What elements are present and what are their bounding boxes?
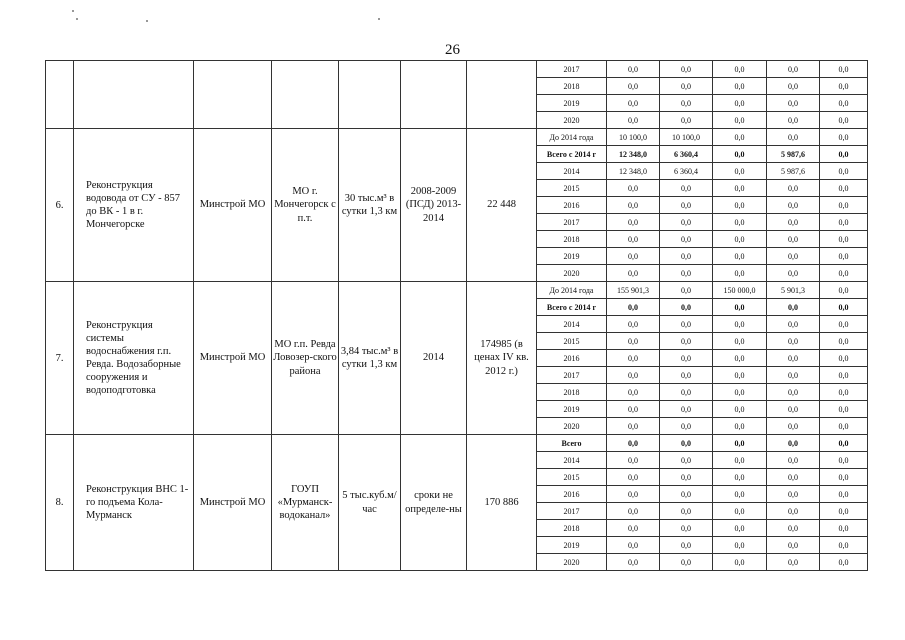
value-cell: 0,0	[607, 554, 660, 571]
value-cell: 0,0	[820, 214, 868, 231]
project-location: МО г.п. Ревда Ловозер-ского района	[272, 282, 339, 435]
value-cell: 0,0	[660, 520, 713, 537]
year-cell: 2016	[537, 197, 607, 214]
value-cell: 0,0	[660, 384, 713, 401]
year-cell: 2019	[537, 248, 607, 265]
investment-table	[45, 60, 867, 570]
value-cell: 0,0	[767, 435, 820, 452]
value-cell: 0,0	[713, 112, 767, 129]
table-row	[46, 282, 868, 299]
value-cell: 5 987,6	[767, 146, 820, 163]
value-cell: 0,0	[660, 435, 713, 452]
value-cell: 0,0	[660, 469, 713, 486]
value-cell: 0,0	[820, 282, 868, 299]
value-cell: 0,0	[820, 418, 868, 435]
value-cell: 0,0	[767, 61, 820, 78]
value-cell: 0,0	[607, 316, 660, 333]
page-number: 26	[445, 42, 460, 58]
value-cell: 0,0	[713, 265, 767, 282]
project-customer: Минстрой МО	[194, 282, 272, 435]
year-cell: 2017	[537, 214, 607, 231]
value-cell: 0,0	[607, 350, 660, 367]
year-cell: 2017	[537, 503, 607, 520]
value-cell: 0,0	[820, 401, 868, 418]
year-cell: 2015	[537, 469, 607, 486]
scan-speck	[146, 20, 148, 22]
year-cell: 2015	[537, 333, 607, 350]
value-cell: 0,0	[767, 129, 820, 146]
value-cell: 0,0	[660, 95, 713, 112]
value-cell: 0,0	[607, 418, 660, 435]
value-cell: 0,0	[820, 503, 868, 520]
year-cell: 2014	[537, 163, 607, 180]
value-cell: 0,0	[713, 163, 767, 180]
value-cell: 0,0	[767, 469, 820, 486]
year-cell: 2014	[537, 452, 607, 469]
project-cost: 22 448	[467, 129, 537, 282]
value-cell: 0,0	[660, 61, 713, 78]
value-cell: 5 901,3	[767, 282, 820, 299]
value-cell: 0,0	[607, 520, 660, 537]
projects-table	[45, 60, 868, 571]
value-cell: 0,0	[607, 537, 660, 554]
year-cell: 2020	[537, 554, 607, 571]
value-cell: 0,0	[820, 316, 868, 333]
value-cell: 0,0	[767, 299, 820, 316]
value-cell: 0,0	[660, 537, 713, 554]
value-cell: 0,0	[660, 367, 713, 384]
value-cell: 0,0	[660, 180, 713, 197]
value-cell: 0,0	[820, 367, 868, 384]
year-cell: 2016	[537, 350, 607, 367]
project-capacity: 3,84 тыс.м³ в сутки 1,3 км	[339, 282, 401, 435]
value-cell: 0,0	[820, 554, 868, 571]
value-cell: 0,0	[660, 299, 713, 316]
value-cell: 0,0	[660, 214, 713, 231]
project-capacity: 5 тыс.куб.м/час	[339, 435, 401, 571]
value-cell: 0,0	[767, 78, 820, 95]
value-cell: 0,0	[713, 197, 767, 214]
value-cell: 6 360,4	[660, 163, 713, 180]
year-cell: До 2014 года	[537, 129, 607, 146]
project-cost	[467, 61, 537, 129]
value-cell: 0,0	[660, 248, 713, 265]
value-cell: 0,0	[607, 384, 660, 401]
value-cell: 0,0	[660, 112, 713, 129]
value-cell: 0,0	[713, 554, 767, 571]
value-cell: 0,0	[767, 537, 820, 554]
value-cell: 0,0	[660, 78, 713, 95]
value-cell: 0,0	[820, 231, 868, 248]
year-cell: Всего с 2014 г	[537, 146, 607, 163]
project-cost: 170 886	[467, 435, 537, 571]
value-cell: 0,0	[713, 214, 767, 231]
value-cell: 0,0	[820, 78, 868, 95]
year-cell: 2019	[537, 95, 607, 112]
value-cell: 0,0	[713, 95, 767, 112]
value-cell: 0,0	[660, 486, 713, 503]
value-cell: 0,0	[660, 316, 713, 333]
project-period: сроки не определе-ны	[401, 435, 467, 571]
value-cell: 0,0	[767, 197, 820, 214]
project-name: Реконструкция ВНС 1-го подъема Кола-Мурманск	[74, 435, 194, 571]
value-cell: 155 901,3	[607, 282, 660, 299]
value-cell: 0,0	[767, 350, 820, 367]
year-cell: 2019	[537, 401, 607, 418]
value-cell: 0,0	[767, 401, 820, 418]
value-cell: 0,0	[713, 299, 767, 316]
value-cell: 0,0	[607, 299, 660, 316]
value-cell: 0,0	[660, 265, 713, 282]
value-cell: 0,0	[660, 197, 713, 214]
value-cell: 0,0	[767, 112, 820, 129]
table-body	[46, 61, 868, 571]
value-cell: 0,0	[607, 435, 660, 452]
project-number: 8.	[46, 435, 74, 571]
value-cell: 0,0	[767, 452, 820, 469]
project-period: 2014	[401, 282, 467, 435]
value-cell: 0,0	[713, 503, 767, 520]
value-cell: 0,0	[713, 248, 767, 265]
value-cell: 0,0	[767, 333, 820, 350]
project-customer: Минстрой МО	[194, 129, 272, 282]
value-cell: 0,0	[713, 333, 767, 350]
project-customer	[194, 61, 272, 129]
value-cell: 0,0	[767, 554, 820, 571]
value-cell: 0,0	[713, 418, 767, 435]
project-location: ГОУП «Мурманск-водоканал»	[272, 435, 339, 571]
value-cell: 0,0	[660, 554, 713, 571]
value-cell: 0,0	[820, 520, 868, 537]
value-cell: 0,0	[713, 469, 767, 486]
value-cell: 0,0	[820, 350, 868, 367]
project-name: Реконструкция системы водоснабжения г.п. Ревда. Водозаборные сооружения и водоподготовка	[74, 282, 194, 435]
value-cell: 0,0	[713, 231, 767, 248]
value-cell: 0,0	[820, 384, 868, 401]
value-cell: 0,0	[767, 503, 820, 520]
value-cell: 10 100,0	[660, 129, 713, 146]
value-cell: 0,0	[607, 486, 660, 503]
year-cell: 2019	[537, 537, 607, 554]
value-cell: 0,0	[713, 350, 767, 367]
value-cell: 0,0	[820, 95, 868, 112]
value-cell: 0,0	[767, 418, 820, 435]
value-cell: 0,0	[660, 401, 713, 418]
year-cell: 2018	[537, 384, 607, 401]
year-cell: 2017	[537, 61, 607, 78]
value-cell: 0,0	[820, 129, 868, 146]
year-cell: 2018	[537, 78, 607, 95]
value-cell: 0,0	[713, 78, 767, 95]
table-row	[46, 61, 868, 78]
value-cell: 0,0	[607, 180, 660, 197]
value-cell: 0,0	[820, 333, 868, 350]
value-cell: 0,0	[607, 231, 660, 248]
value-cell: 0,0	[660, 418, 713, 435]
scan-speck	[378, 18, 380, 20]
value-cell: 0,0	[820, 248, 868, 265]
project-number	[46, 61, 74, 129]
value-cell: 0,0	[607, 112, 660, 129]
value-cell: 0,0	[767, 384, 820, 401]
value-cell: 0,0	[820, 146, 868, 163]
project-location	[272, 61, 339, 129]
value-cell: 0,0	[767, 248, 820, 265]
value-cell: 0,0	[607, 61, 660, 78]
value-cell: 0,0	[820, 265, 868, 282]
project-period	[401, 61, 467, 129]
year-cell: Всего с 2014 г	[537, 299, 607, 316]
value-cell: 0,0	[820, 452, 868, 469]
value-cell: 0,0	[607, 367, 660, 384]
year-cell: До 2014 года	[537, 282, 607, 299]
value-cell: 0,0	[820, 435, 868, 452]
value-cell: 0,0	[767, 214, 820, 231]
value-cell: 0,0	[713, 486, 767, 503]
year-cell: 2018	[537, 231, 607, 248]
project-period: 2008-2009 (ПСД) 2013-2014	[401, 129, 467, 282]
value-cell: 0,0	[767, 520, 820, 537]
value-cell: 0,0	[713, 180, 767, 197]
value-cell: 5 987,6	[767, 163, 820, 180]
value-cell: 0,0	[660, 350, 713, 367]
year-cell: 2020	[537, 418, 607, 435]
value-cell: 0,0	[820, 299, 868, 316]
value-cell: 0,0	[607, 469, 660, 486]
project-cost: 174985 (в ценах IV кв. 2012 г.)	[467, 282, 537, 435]
project-customer: Минстрой МО	[194, 435, 272, 571]
table-row	[46, 129, 868, 146]
project-number: 6.	[46, 129, 74, 282]
value-cell: 0,0	[607, 95, 660, 112]
value-cell: 0,0	[713, 401, 767, 418]
value-cell: 0,0	[820, 197, 868, 214]
year-cell: 2015	[537, 180, 607, 197]
value-cell: 0,0	[607, 503, 660, 520]
value-cell: 0,0	[713, 367, 767, 384]
scan-speck	[72, 10, 74, 12]
value-cell: 12 348,0	[607, 146, 660, 163]
value-cell: 0,0	[820, 486, 868, 503]
value-cell: 0,0	[713, 384, 767, 401]
table-row	[46, 435, 868, 452]
project-location: МО г. Мончегорск с п.т.	[272, 129, 339, 282]
scan-speck	[76, 18, 78, 20]
value-cell: 0,0	[607, 78, 660, 95]
value-cell: 0,0	[767, 486, 820, 503]
value-cell: 0,0	[660, 282, 713, 299]
value-cell: 0,0	[713, 129, 767, 146]
value-cell: 0,0	[820, 112, 868, 129]
value-cell: 0,0	[713, 146, 767, 163]
value-cell: 0,0	[660, 333, 713, 350]
value-cell: 0,0	[767, 367, 820, 384]
year-cell: 2020	[537, 112, 607, 129]
value-cell: 0,0	[767, 95, 820, 112]
value-cell: 0,0	[713, 452, 767, 469]
value-cell: 12 348,0	[607, 163, 660, 180]
value-cell: 150 000,0	[713, 282, 767, 299]
value-cell: 0,0	[607, 248, 660, 265]
value-cell: 0,0	[713, 435, 767, 452]
value-cell: 0,0	[660, 503, 713, 520]
value-cell: 0,0	[713, 520, 767, 537]
year-cell: 2018	[537, 520, 607, 537]
project-capacity	[339, 61, 401, 129]
value-cell: 0,0	[660, 231, 713, 248]
value-cell: 0,0	[820, 61, 868, 78]
value-cell: 0,0	[767, 231, 820, 248]
value-cell: 0,0	[607, 452, 660, 469]
project-number: 7.	[46, 282, 74, 435]
value-cell: 0,0	[820, 180, 868, 197]
value-cell: 0,0	[820, 537, 868, 554]
value-cell: 0,0	[607, 265, 660, 282]
project-name: Реконструкция водовода от СУ - 857 до ВК - 1 в г. Мончегорске	[74, 129, 194, 282]
project-capacity: 30 тыс.м³ в сутки 1,3 км	[339, 129, 401, 282]
value-cell: 0,0	[713, 537, 767, 554]
year-cell: 2014	[537, 316, 607, 333]
value-cell: 0,0	[713, 316, 767, 333]
project-name	[74, 61, 194, 129]
year-cell: Всего	[537, 435, 607, 452]
value-cell: 0,0	[607, 333, 660, 350]
year-cell: 2020	[537, 265, 607, 282]
value-cell: 0,0	[607, 197, 660, 214]
value-cell: 10 100,0	[607, 129, 660, 146]
value-cell: 0,0	[660, 452, 713, 469]
value-cell: 0,0	[607, 401, 660, 418]
value-cell: 0,0	[820, 163, 868, 180]
year-cell: 2017	[537, 367, 607, 384]
year-cell: 2016	[537, 486, 607, 503]
value-cell: 0,0	[713, 61, 767, 78]
value-cell: 6 360,4	[660, 146, 713, 163]
value-cell: 0,0	[767, 316, 820, 333]
value-cell: 0,0	[767, 265, 820, 282]
value-cell: 0,0	[607, 214, 660, 231]
value-cell: 0,0	[767, 180, 820, 197]
value-cell: 0,0	[820, 469, 868, 486]
